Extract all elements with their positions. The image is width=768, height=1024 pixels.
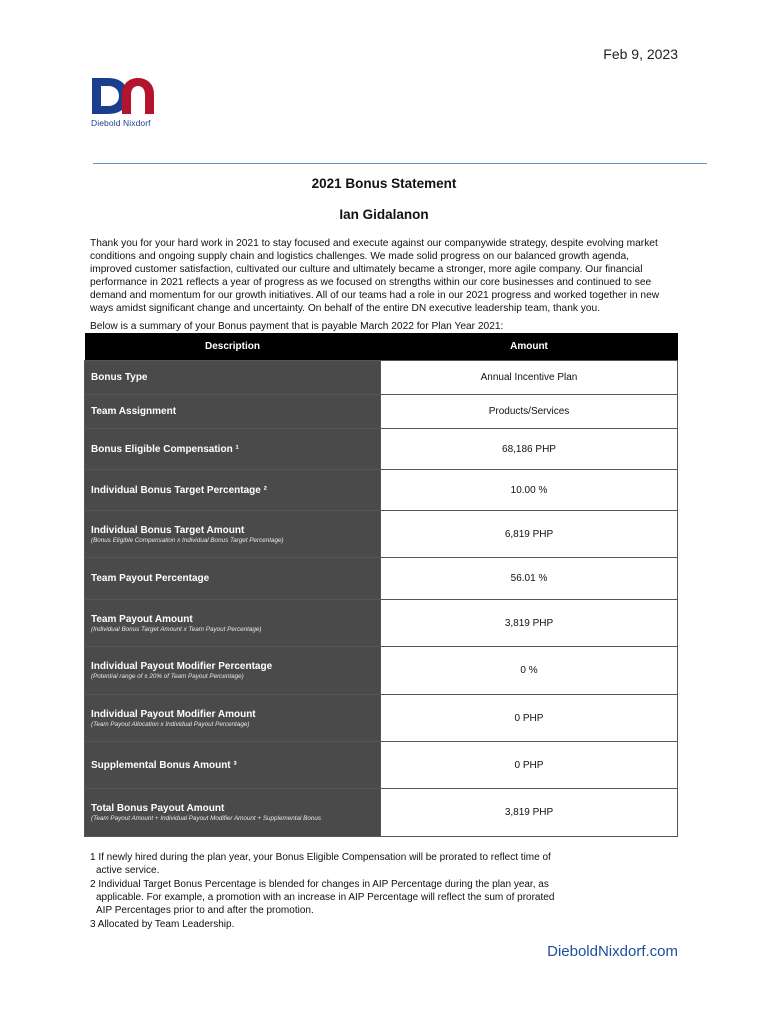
table-row-total: [85, 789, 678, 837]
row-label: Total Bonus Payout Amount (Team Payout Amount + Individual Payout Modifier Amount + Supplemental Bonus: [85, 789, 381, 837]
bonus-table: [84, 333, 678, 837]
table-row: [85, 600, 678, 647]
row-value: 56.01 %: [381, 558, 678, 600]
row-label: Team Payout Amount (Individual Bonus Target Amount x Team Payout Percentage): [85, 600, 381, 647]
row-value: 68,186 PHP: [381, 429, 678, 470]
statement-date: Feb 9, 2023: [603, 46, 678, 62]
row-label: Team Payout Percentage: [85, 558, 381, 600]
row-value: 0 PHP: [381, 742, 678, 789]
row-value: 3,819 PHP: [381, 600, 678, 647]
row-label: Individual Payout Modifier Amount (Team Payout Allocation x Individual Payout Percentage): [85, 695, 381, 742]
row-value: 3,819 PHP: [381, 789, 678, 837]
page-title: 2021 Bonus Statement: [311, 176, 457, 191]
footnote-2: 2 Individual Target Bonus Percentage is blended for changes in AIP Percentage during the plan year, as applicable. For example, a promotion with an increase in AIP Percentage will reflect the sum of prorated AIP Percentages prior to and after the promotion.: [90, 879, 555, 916]
footnotes: [90, 851, 590, 932]
row-label: Individual Bonus Target Amount (Bonus Eligible Compensation x Individual Bonus Target Percentage): [85, 511, 381, 558]
row-label: Individual Bonus Target Percentage ²: [85, 470, 381, 511]
row-value: Annual Incentive Plan: [381, 361, 678, 395]
table-row: [85, 470, 678, 511]
row-label: Bonus Eligible Compensation ¹: [85, 429, 381, 470]
row-label: Bonus Type: [85, 361, 381, 395]
logo-wordmark: Diebold Nixdorf: [91, 118, 151, 128]
table-row: [85, 429, 678, 470]
row-value: 0 PHP: [381, 695, 678, 742]
row-sublabel: (Team Payout Amount + Individual Payout Modifier Amount + Supplemental Bonus: [91, 815, 321, 822]
row-sublabel: (Bonus Eligible Compensation x Individual Bonus Target Percentage): [91, 536, 284, 544]
intro-paragraph: Thank you for your hard work in 2021 to stay focused and execute against our companywide strategy, despite evolving market conditions and ongoing supply chain and logistics challenges. We made solid progress on our balanced growth agenda, improved customer satisfaction, cultivated our culture and ultimately became a stronger, more agile company. Our financial performance in 2021 reflects a year of progress as we focused on strengths within our core businesses and continued to see demand and momentum for our growth initiatives. All of our teams had a role in our 2021 progress and worked together in new ways amidst significant change and uncertainty. On behalf of the entire DN executive leadership team, thank you.: [90, 238, 660, 314]
row-value: 0 %: [381, 647, 678, 695]
row-value: 6,819 PHP: [381, 511, 678, 558]
header-description: Description: [85, 333, 381, 361]
row-value: 10.00 %: [381, 470, 678, 511]
footnote-3: 3 Allocated by Team Leadership.: [90, 919, 235, 930]
row-sublabel: (Potential range of ± 20% of Team Payout Percentage): [91, 673, 244, 680]
employee-name: Ian Gidalanon: [339, 207, 429, 222]
footnote-1: 1 If newly hired during the plan year, your Bonus Eligible Compensation will be prorated to reflect time of active service.: [90, 852, 551, 876]
header-divider: [93, 163, 707, 164]
table-row: [85, 511, 678, 558]
row-value: Products/Services: [381, 395, 678, 429]
row-sublabel: (Team Payout Allocation x Individual Payout Percentage): [91, 720, 250, 728]
website-link[interactable]: DieboldNixdorf.com: [547, 943, 678, 960]
table-row: [85, 558, 678, 600]
table-row: [85, 647, 678, 695]
table-header-row: [85, 333, 678, 361]
summary-line: Below is a summary of your Bonus payment that is payable March 2022 for Plan Year 2021:: [90, 321, 504, 332]
table-row: [85, 695, 678, 742]
row-label: Supplemental Bonus Amount ³: [85, 742, 381, 789]
header-amount: Amount: [381, 333, 678, 361]
table-row: [85, 395, 678, 429]
table-row: [85, 361, 678, 395]
row-label: Individual Payout Modifier Percentage (Potential range of ± 20% of Team Payout Percentage): [85, 647, 381, 695]
table-row: [85, 742, 678, 789]
row-sublabel: (Individual Bonus Target Amount x Team Payout Percentage): [91, 625, 262, 633]
logo-n-shape: [122, 78, 154, 114]
row-label: Team Assignment: [85, 395, 381, 429]
